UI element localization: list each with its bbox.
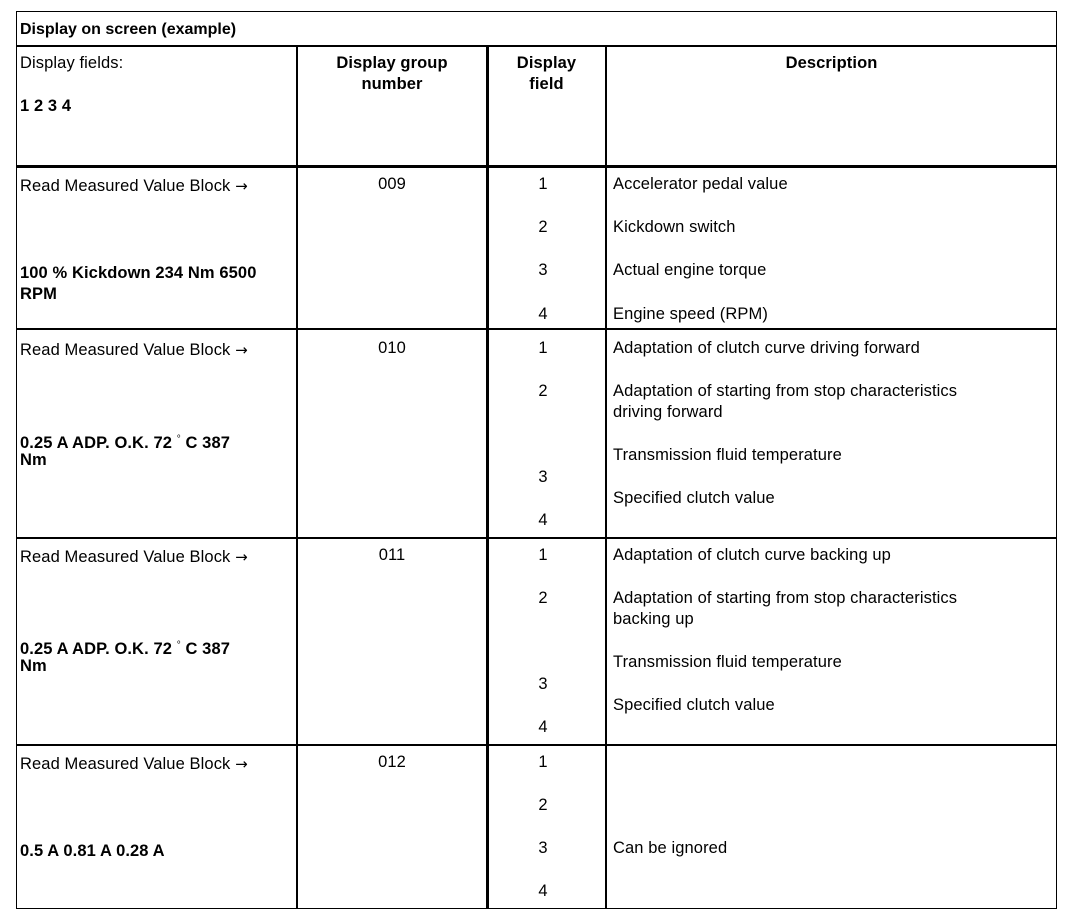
row-2-desc-3: Transmission fluid temperature (613, 446, 842, 464)
row-4-field-1: 1 (538, 753, 548, 771)
row-3-field-3: 3 (538, 675, 548, 693)
row-3-desc-1: Adaptation of clutch curve backing up (613, 546, 891, 564)
row-1-example-line1: 100 % Kickdown 234 Nm 6500 (20, 264, 257, 282)
row-3-example-value: 0.25 A ADP. O.K. 72 (20, 640, 172, 658)
header-group-number (298, 53, 486, 95)
row-3-field-1: 1 (538, 546, 548, 564)
table-title: Display on screen (example) (20, 21, 237, 38)
row-1-desc-2: Kickdown switch (613, 218, 736, 236)
row-2-example-line2: Nm (20, 451, 47, 469)
row-1-field-3: 3 (538, 261, 548, 279)
header-description: Description (785, 54, 878, 72)
header-display-field (488, 53, 605, 95)
col-divider-3 (605, 46, 607, 908)
arrow-right-icon: → (235, 755, 248, 773)
row-2-field-1: 1 (538, 339, 548, 357)
row-2-example-value: 0.25 A ADP. O.K. 72 (20, 434, 172, 452)
row-1-desc-3: Actual engine torque (613, 261, 767, 279)
row-2-label-text: Read Measured Value Block (20, 341, 231, 359)
row-1-field-2: 2 (538, 218, 548, 236)
row-4-label-text: Read Measured Value Block (20, 755, 231, 773)
row-3-label (20, 547, 248, 568)
row-1-field-1: 1 (538, 175, 548, 193)
row-divider-2 (17, 537, 1056, 539)
row-2-desc-2: Adaptation of starting from stop characteristics (613, 382, 958, 400)
row-divider-1 (17, 328, 1056, 330)
row-3-desc-3: Transmission fluid temperature (613, 653, 842, 671)
row-2-desc-1: Adaptation of clutch curve driving forward (613, 339, 920, 357)
row-divider-3 (17, 744, 1056, 746)
row-3-label-text: Read Measured Value Block (20, 548, 231, 566)
header-group-number-line2: number (361, 75, 423, 93)
degree-symbol: ° (176, 434, 181, 445)
row-3-example-value-b: C 387 (185, 640, 231, 658)
degree-symbol: ° (176, 640, 181, 651)
row-4-field-2: 2 (538, 796, 548, 814)
row-2-field-3: 3 (538, 468, 548, 486)
row-2-example-value-b: C 387 (185, 434, 231, 452)
row-3-example-line1 (20, 635, 230, 660)
display-fields-label: Display fields: (20, 54, 124, 72)
header-group-number-line1: Display group (336, 54, 448, 72)
row-1-label (20, 176, 248, 197)
title-divider (17, 45, 1056, 47)
row-2-desc-2b: driving forward (613, 403, 723, 421)
header-display-field-line1: Display (516, 54, 577, 72)
header-divider (17, 165, 1056, 168)
row-3-field-2: 2 (538, 589, 548, 607)
row-3-desc-4: Specified clutch value (613, 696, 775, 714)
row-1-desc-1: Accelerator pedal value (613, 175, 788, 193)
row-1-example-line2: RPM (20, 285, 57, 303)
arrow-right-icon: → (235, 548, 248, 566)
row-4-field-3: 3 (538, 839, 548, 857)
row-4-field-4: 4 (538, 882, 548, 900)
row-4-desc-1: Can be ignored (613, 839, 728, 857)
row-4-label (20, 754, 248, 775)
row-3-desc-2b: backing up (613, 610, 694, 628)
row-1-field-4: 4 (538, 305, 548, 323)
row-2-field-2: 2 (538, 382, 548, 400)
row-1-label-text: Read Measured Value Block (20, 177, 231, 195)
row-2-example-line1 (20, 429, 230, 454)
row-3-field-4: 4 (538, 718, 548, 736)
row-2-field-4: 4 (538, 511, 548, 529)
row-2-label (20, 340, 248, 361)
row-4-example-line1: 0.5 A 0.81 A 0.28 A (20, 842, 165, 860)
row-3-group: 011 (378, 546, 406, 564)
row-4-group: 012 (378, 753, 406, 771)
row-1-desc-4: Engine speed (RPM) (613, 305, 768, 323)
row-1-group: 009 (378, 175, 406, 193)
header-display-field-line2: field (529, 75, 564, 93)
row-3-example-line2: Nm (20, 657, 47, 675)
row-2-group: 010 (378, 339, 406, 357)
display-fields-numbers: 1 2 3 4 (20, 97, 72, 115)
arrow-right-icon: → (235, 177, 248, 195)
arrow-right-icon: → (235, 341, 248, 359)
row-3-desc-2: Adaptation of starting from stop characteristics (613, 589, 958, 607)
row-2-desc-4: Specified clutch value (613, 489, 775, 507)
